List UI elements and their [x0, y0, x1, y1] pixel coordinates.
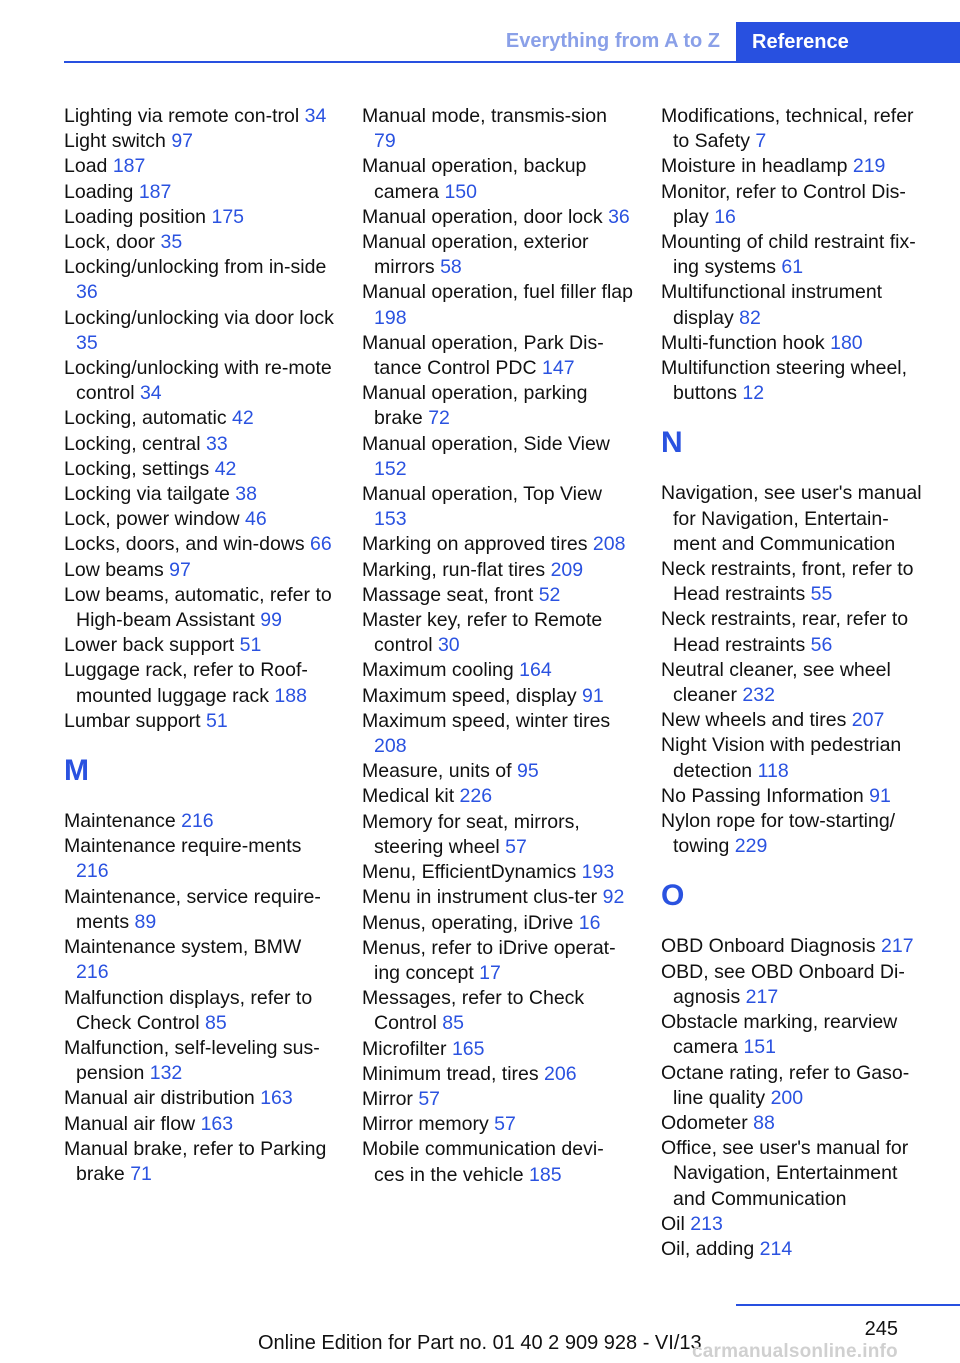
index-entry: [362, 1137, 634, 1187]
page-reference-link[interactable]: 198: [374, 306, 407, 329]
page-reference-link[interactable]: 216: [76, 961, 109, 984]
index-entry-term: Load: [64, 155, 108, 178]
index-entry: [661, 1237, 931, 1262]
index-entry: [64, 306, 336, 356]
index-entry-term: Neutral cleaner, see wheel cleaner: [661, 658, 891, 707]
index-entry: [661, 733, 931, 783]
index-entry-term: Locks, doors, and win-dows: [64, 533, 305, 556]
section-letter: N: [661, 426, 683, 460]
index-entry: [64, 205, 336, 230]
index-entry-term: Locking/unlocking from in-side: [64, 256, 327, 279]
page-reference-link[interactable]: 165: [451, 1037, 485, 1060]
page-reference-link[interactable]: 232: [742, 684, 775, 707]
index-entry: [64, 356, 336, 406]
index-entry-term: Mobile communication devi-ces in the vehicle: [362, 1138, 604, 1186]
index-entry: [362, 280, 634, 330]
index-entry: [64, 457, 336, 482]
index-entry-term: Multi-function hook: [661, 331, 825, 354]
page-reference-link[interactable]: 188: [274, 684, 307, 707]
index-entry-term: Moisture in headlamp: [661, 155, 848, 178]
index-column-2: [362, 104, 634, 1188]
index-entry: [64, 558, 336, 583]
index-entry: [661, 607, 931, 657]
index-entry: [362, 1087, 634, 1112]
index-entry-term: Lumbar support: [64, 709, 201, 732]
index-entry: [661, 960, 931, 1010]
index-entry-term: Maintenance: [64, 810, 176, 833]
header-rule: [64, 61, 960, 63]
page-reference-link[interactable]: 89: [134, 910, 157, 933]
page-reference-link[interactable]: 97: [169, 558, 191, 581]
page-reference-link[interactable]: 38: [235, 483, 257, 506]
index-entry: [64, 709, 336, 734]
index-entry: [661, 230, 931, 280]
page-reference-link[interactable]: 79: [374, 130, 396, 153]
page-reference-link[interactable]: 56: [810, 633, 833, 656]
index-entry: [64, 885, 336, 935]
index-entry: [64, 507, 336, 532]
page-reference-link[interactable]: 208: [374, 735, 407, 758]
page-reference-link[interactable]: 193: [581, 861, 615, 884]
index-entry: [661, 658, 931, 708]
index-entry-term: Maintenance, service require-ments: [64, 885, 321, 933]
page-reference-link[interactable]: 213: [690, 1212, 723, 1235]
page-reference-link[interactable]: 58: [440, 256, 462, 279]
index-entry: [362, 911, 634, 936]
page-reference-link[interactable]: 216: [181, 810, 214, 833]
index-entry-term: Manual operation, fuel filler flap: [362, 281, 633, 304]
index-entry: [661, 1212, 931, 1237]
page-reference-link[interactable]: 57: [505, 835, 527, 858]
index-entry-term: Mirror memory: [362, 1113, 489, 1136]
page-reference-link[interactable]: 99: [260, 609, 282, 632]
index-entry: [64, 482, 336, 507]
index-entry: [362, 104, 634, 154]
index-entry: [362, 1037, 634, 1062]
index-entry-term: Neck restraints, front, refer to Head restraints: [661, 558, 914, 606]
index-entry-term: Maximum speed, winter tires: [362, 709, 611, 732]
index-entry-term: Nylon rope for tow-starting/ towing: [661, 810, 896, 858]
page-reference-link[interactable]: 209: [550, 558, 584, 581]
index-entry-term: Memory for seat, mirrors, steering wheel: [362, 810, 580, 858]
page-reference-link[interactable]: 42: [232, 407, 254, 430]
index-entry: [64, 809, 336, 834]
index-entry: [64, 1137, 336, 1187]
index-entry-term: Maximum cooling: [362, 659, 514, 682]
index-entry-term: Locking/unlocking via door lock: [64, 306, 334, 329]
page-reference-link[interactable]: 36: [76, 281, 98, 304]
index-entry: [64, 255, 336, 305]
index-entry-term: Manual air flow: [64, 1112, 196, 1135]
index-entry: [64, 129, 336, 154]
index-entry-term: Locking/unlocking with re-mote control: [64, 357, 332, 405]
index-entry-term: Measure, units of: [362, 760, 512, 783]
index-entry: [362, 558, 634, 583]
page-reference-link[interactable]: 206: [544, 1062, 577, 1085]
page-reference-link[interactable]: 214: [759, 1237, 793, 1260]
page-reference-link[interactable]: 187: [112, 155, 146, 178]
page-reference-link[interactable]: 208: [592, 533, 626, 556]
page-reference-link[interactable]: 91: [869, 784, 891, 807]
page-reference-link[interactable]: 52: [538, 583, 561, 606]
index-entry-term: Luggage rack, refer to Roof-mounted luggage rack: [64, 659, 308, 707]
index-entry: [661, 280, 931, 330]
page-reference-link[interactable]: 17: [479, 961, 501, 984]
index-entry-term: Office, see user's manual for Navigation, Entertainment and Communication: [661, 1137, 909, 1210]
index-entry-term: Locking via tailgate: [64, 483, 230, 506]
index-entry: [362, 154, 634, 204]
index-entry: [661, 180, 931, 230]
page-reference-link[interactable]: 16: [714, 205, 736, 228]
index-entry-term: Night Vision with pedestrian detection: [661, 734, 902, 782]
index-entry: [362, 532, 634, 557]
index-entry: [362, 432, 634, 482]
index-entry: [661, 1111, 931, 1136]
page-reference-link[interactable]: 7: [755, 130, 767, 153]
page-reference-link[interactable]: 51: [239, 634, 262, 657]
index-entry-term: Lock, power window: [64, 508, 240, 531]
index-entry-term: Menus, operating, iDrive: [362, 911, 574, 934]
index-entry: [362, 331, 634, 381]
index-entry: [64, 432, 336, 457]
index-entry-term: Manual operation, door lock: [362, 205, 603, 228]
page-reference-link[interactable]: 36: [608, 205, 630, 228]
page-reference-link[interactable]: 217: [745, 985, 779, 1008]
index-entry-term: Malfunction displays, refer to Check Control: [64, 986, 313, 1034]
index-entry: [661, 104, 931, 154]
page-reference-link[interactable]: 164: [519, 659, 552, 682]
index-entry-term: OBD Onboard Diagnosis: [661, 935, 876, 958]
index-entry: [362, 1112, 634, 1137]
page-reference-link[interactable]: 16: [578, 911, 601, 934]
page-reference-link[interactable]: 61: [781, 256, 804, 279]
page-reference-link[interactable]: 35: [160, 231, 183, 254]
page-reference-link[interactable]: 151: [743, 1036, 776, 1059]
index-entry-term: Mounting of child restraint fix-ing systems: [661, 231, 916, 279]
index-entry-term: Monitor, refer to Control Dis-play: [661, 180, 906, 228]
page-reference-link[interactable]: 35: [76, 331, 98, 354]
index-entry-term: Multifunctional instrument display: [661, 281, 883, 329]
index-entry-term: Manual brake, refer to Parking brake: [64, 1137, 327, 1185]
index-entry-term: Mirror: [362, 1087, 413, 1110]
header-tab-reference: Reference: [736, 22, 960, 62]
index-entry: [362, 608, 634, 658]
index-entry-term: Loading: [64, 180, 134, 203]
index-entry: [64, 532, 336, 557]
page-reference-link[interactable]: 72: [428, 407, 450, 430]
page-reference-link[interactable]: 97: [171, 130, 194, 153]
page-reference-link[interactable]: 226: [459, 785, 493, 808]
index-entry: [661, 1010, 931, 1060]
page-reference-link[interactable]: 175: [211, 205, 245, 228]
index-entry-term: Modifications, technical, refer to Safety: [661, 105, 914, 153]
index-entry: [362, 860, 634, 885]
page-reference-link[interactable]: 216: [76, 860, 109, 883]
index-entry: [661, 356, 931, 406]
index-entry: [362, 986, 634, 1036]
index-entry: [64, 154, 336, 179]
index-entry-term: Maintenance system, BMW: [64, 936, 302, 959]
page-reference-link[interactable]: 30: [437, 634, 460, 657]
index-entry: [362, 205, 634, 230]
index-entry: [362, 230, 634, 280]
index-entry: [64, 1036, 336, 1086]
index-entry: [661, 1061, 931, 1111]
index-entry-term: Low beams, automatic, refer to High-beam Assistant: [64, 583, 332, 632]
page-reference-link[interactable]: 229: [734, 835, 768, 858]
index-entry-term: Manual operation, Park Dis-tance Control PDC: [362, 331, 604, 380]
index-entry: [64, 658, 336, 708]
page-reference-link[interactable]: 207: [851, 709, 885, 732]
index-entry-term: Manual operation, Side View: [362, 432, 610, 455]
index-entry-term: Massage seat, front: [362, 583, 534, 606]
index-entry-term: Low beams: [64, 558, 164, 581]
page-reference-link[interactable]: 217: [881, 935, 914, 958]
page-reference-link[interactable]: 200: [770, 1086, 804, 1109]
index-entry-term: Locking, settings: [64, 457, 210, 480]
index-entry: [64, 1112, 336, 1137]
index-entry-term: Light switch: [64, 130, 166, 153]
index-entry: [362, 810, 634, 860]
index-column-3: [661, 104, 931, 1262]
page-reference-link[interactable]: 219: [852, 155, 886, 178]
page-reference-link[interactable]: 51: [206, 709, 228, 732]
page-reference-link[interactable]: 55: [810, 583, 833, 606]
index-entry: [64, 180, 336, 205]
page-reference-link[interactable]: 34: [304, 105, 327, 127]
section-letter: M: [64, 754, 89, 788]
page-reference-link[interactable]: 185: [529, 1163, 562, 1186]
page-reference-link[interactable]: 12: [742, 382, 765, 405]
page-reference-link[interactable]: 163: [200, 1112, 234, 1135]
index-entry: [362, 684, 634, 709]
index-entry-term: Navigation, see user's manual for Navigation, Entertain-ment and Communication: [661, 482, 922, 555]
index-entry-term: Malfunction, self-leveling sus-pension: [64, 1036, 320, 1085]
index-entry: [661, 708, 931, 733]
index-entry-term: Menu, EfficientDynamics: [362, 861, 577, 884]
index-entry-term: Lighting via remote con-trol: [64, 105, 300, 127]
index-entry-term: Manual mode, transmis-sion: [362, 105, 607, 127]
index-entry: [64, 834, 336, 884]
page-reference-link[interactable]: 42: [214, 457, 237, 480]
watermark: carmanualsonline.info: [692, 1341, 898, 1362]
index-entry: [64, 230, 336, 255]
index-entry: [362, 709, 634, 759]
index-entry-term: Messages, refer to Check Control: [362, 987, 585, 1035]
page-reference-link[interactable]: 153: [374, 508, 407, 531]
page-reference-link[interactable]: 187: [138, 180, 172, 203]
index-entry-term: Manual operation, parking brake: [362, 382, 588, 430]
page-reference-link[interactable]: 91: [582, 684, 604, 707]
index-entry: [661, 331, 931, 356]
index-entry-term: Manual operation, exterior mirrors: [362, 231, 589, 279]
index-entry: [64, 1086, 336, 1111]
index-entry: [362, 784, 634, 809]
index-entry: [362, 381, 634, 431]
edition-note: Online Edition for Part no. 01 40 2 909 928 - VI/13: [258, 1332, 702, 1354]
index-entry: [64, 633, 336, 658]
index-entry: [362, 936, 634, 986]
index-entry: [661, 557, 931, 607]
index-entry-term: Oil: [661, 1212, 685, 1235]
page-reference-link[interactable]: 57: [418, 1087, 441, 1110]
index-entry-term: Manual operation, Top View: [362, 483, 602, 506]
index-entry-term: Menu in instrument clus-ter: [362, 886, 598, 909]
index-entry-term: Loading position: [64, 205, 207, 228]
index-entry-term: Obstacle marking, rearview camera: [661, 1011, 898, 1059]
index-entry: [661, 154, 931, 179]
index-entry-term: OBD, see OBD Onboard Di-agnosis: [661, 960, 905, 1008]
page-reference-link[interactable]: 46: [245, 508, 267, 531]
page-number: 245: [864, 1318, 898, 1340]
index-entry: [362, 759, 634, 784]
index-entry: [362, 658, 634, 683]
page-reference-link[interactable]: 147: [542, 357, 575, 380]
index-entry-term: Microfilter: [362, 1037, 447, 1060]
index-entry: [64, 935, 336, 985]
page-reference-link[interactable]: 34: [139, 382, 162, 405]
page-reference-link[interactable]: 33: [206, 432, 228, 455]
index-entry-term: Marking, run-flat tires: [362, 558, 546, 581]
page-reference-link[interactable]: 92: [602, 886, 625, 909]
page-reference-link[interactable]: 152: [374, 457, 407, 480]
index-entry-term: Locking, automatic: [64, 407, 227, 430]
index-entry: [362, 482, 634, 532]
index-entry-term: No Passing Information: [661, 784, 864, 807]
page-reference-link[interactable]: 118: [757, 759, 789, 782]
index-entry: [362, 583, 634, 608]
index-entry-term: Lock, door: [64, 231, 156, 254]
index-entry: [661, 481, 931, 557]
page-reference-link[interactable]: 66: [310, 533, 332, 556]
section-letter: O: [661, 879, 685, 913]
index-entry: [661, 934, 931, 959]
index-entry-term: Manual air distribution: [64, 1087, 255, 1110]
index-entry: [362, 885, 634, 910]
page-reference-link[interactable]: 57: [494, 1113, 516, 1136]
index-entry-term: Odometer: [661, 1111, 748, 1134]
index-entry: [64, 406, 336, 431]
index-entry: [64, 104, 336, 129]
index-entry-term: New wheels and tires: [661, 709, 847, 732]
index-entry-term: Locking, central: [64, 432, 201, 455]
index-entry-term: Maximum speed, display: [362, 684, 577, 707]
index-entry: [362, 1062, 634, 1087]
index-entry: [64, 583, 336, 633]
header-section-title: Everything from A to Z: [505, 30, 720, 52]
index-entry-term: Multifunction steering wheel, buttons: [661, 357, 908, 405]
page-reference-link[interactable]: 163: [260, 1087, 293, 1110]
index-entry-term: Maintenance require-ments: [64, 835, 302, 858]
page-reference-link[interactable]: 82: [739, 306, 761, 329]
index-entry-term: Lower back support: [64, 634, 235, 657]
page-reference-link[interactable]: 132: [149, 1062, 183, 1085]
index-entry-term: Menus, refer to iDrive operat-ing concept: [362, 936, 616, 984]
page-reference-link[interactable]: 71: [130, 1162, 152, 1185]
page-reference-link[interactable]: 95: [517, 760, 539, 783]
index-entry-term: Medical kit: [362, 785, 455, 808]
index-entry-term: Neck restraints, rear, refer to Head restraints: [661, 608, 909, 656]
index-entry-term: Minimum tread, tires: [362, 1062, 539, 1085]
footer-rule: [736, 1304, 960, 1306]
index-column-1: [64, 104, 336, 1187]
index-entry: [661, 809, 931, 859]
page-reference-link[interactable]: 85: [204, 1011, 227, 1034]
index-entry-term: Octane rating, refer to Gaso-line quality: [661, 1061, 910, 1109]
index-entry: [661, 1136, 931, 1212]
page-reference-link[interactable]: 150: [444, 180, 477, 203]
page-reference-link[interactable]: 85: [442, 1012, 464, 1035]
page-reference-link[interactable]: 180: [830, 331, 863, 354]
index-entry-term: Manual operation, backup camera: [362, 155, 587, 203]
index-entry-term: Oil, adding: [661, 1237, 755, 1260]
index-entry: [64, 986, 336, 1036]
page-reference-link[interactable]: 88: [753, 1111, 775, 1134]
index-entry: [661, 784, 931, 809]
index-entry-term: Marking on approved tires: [362, 533, 588, 556]
index-entry-term: Master key, refer to Remote control: [362, 609, 603, 657]
